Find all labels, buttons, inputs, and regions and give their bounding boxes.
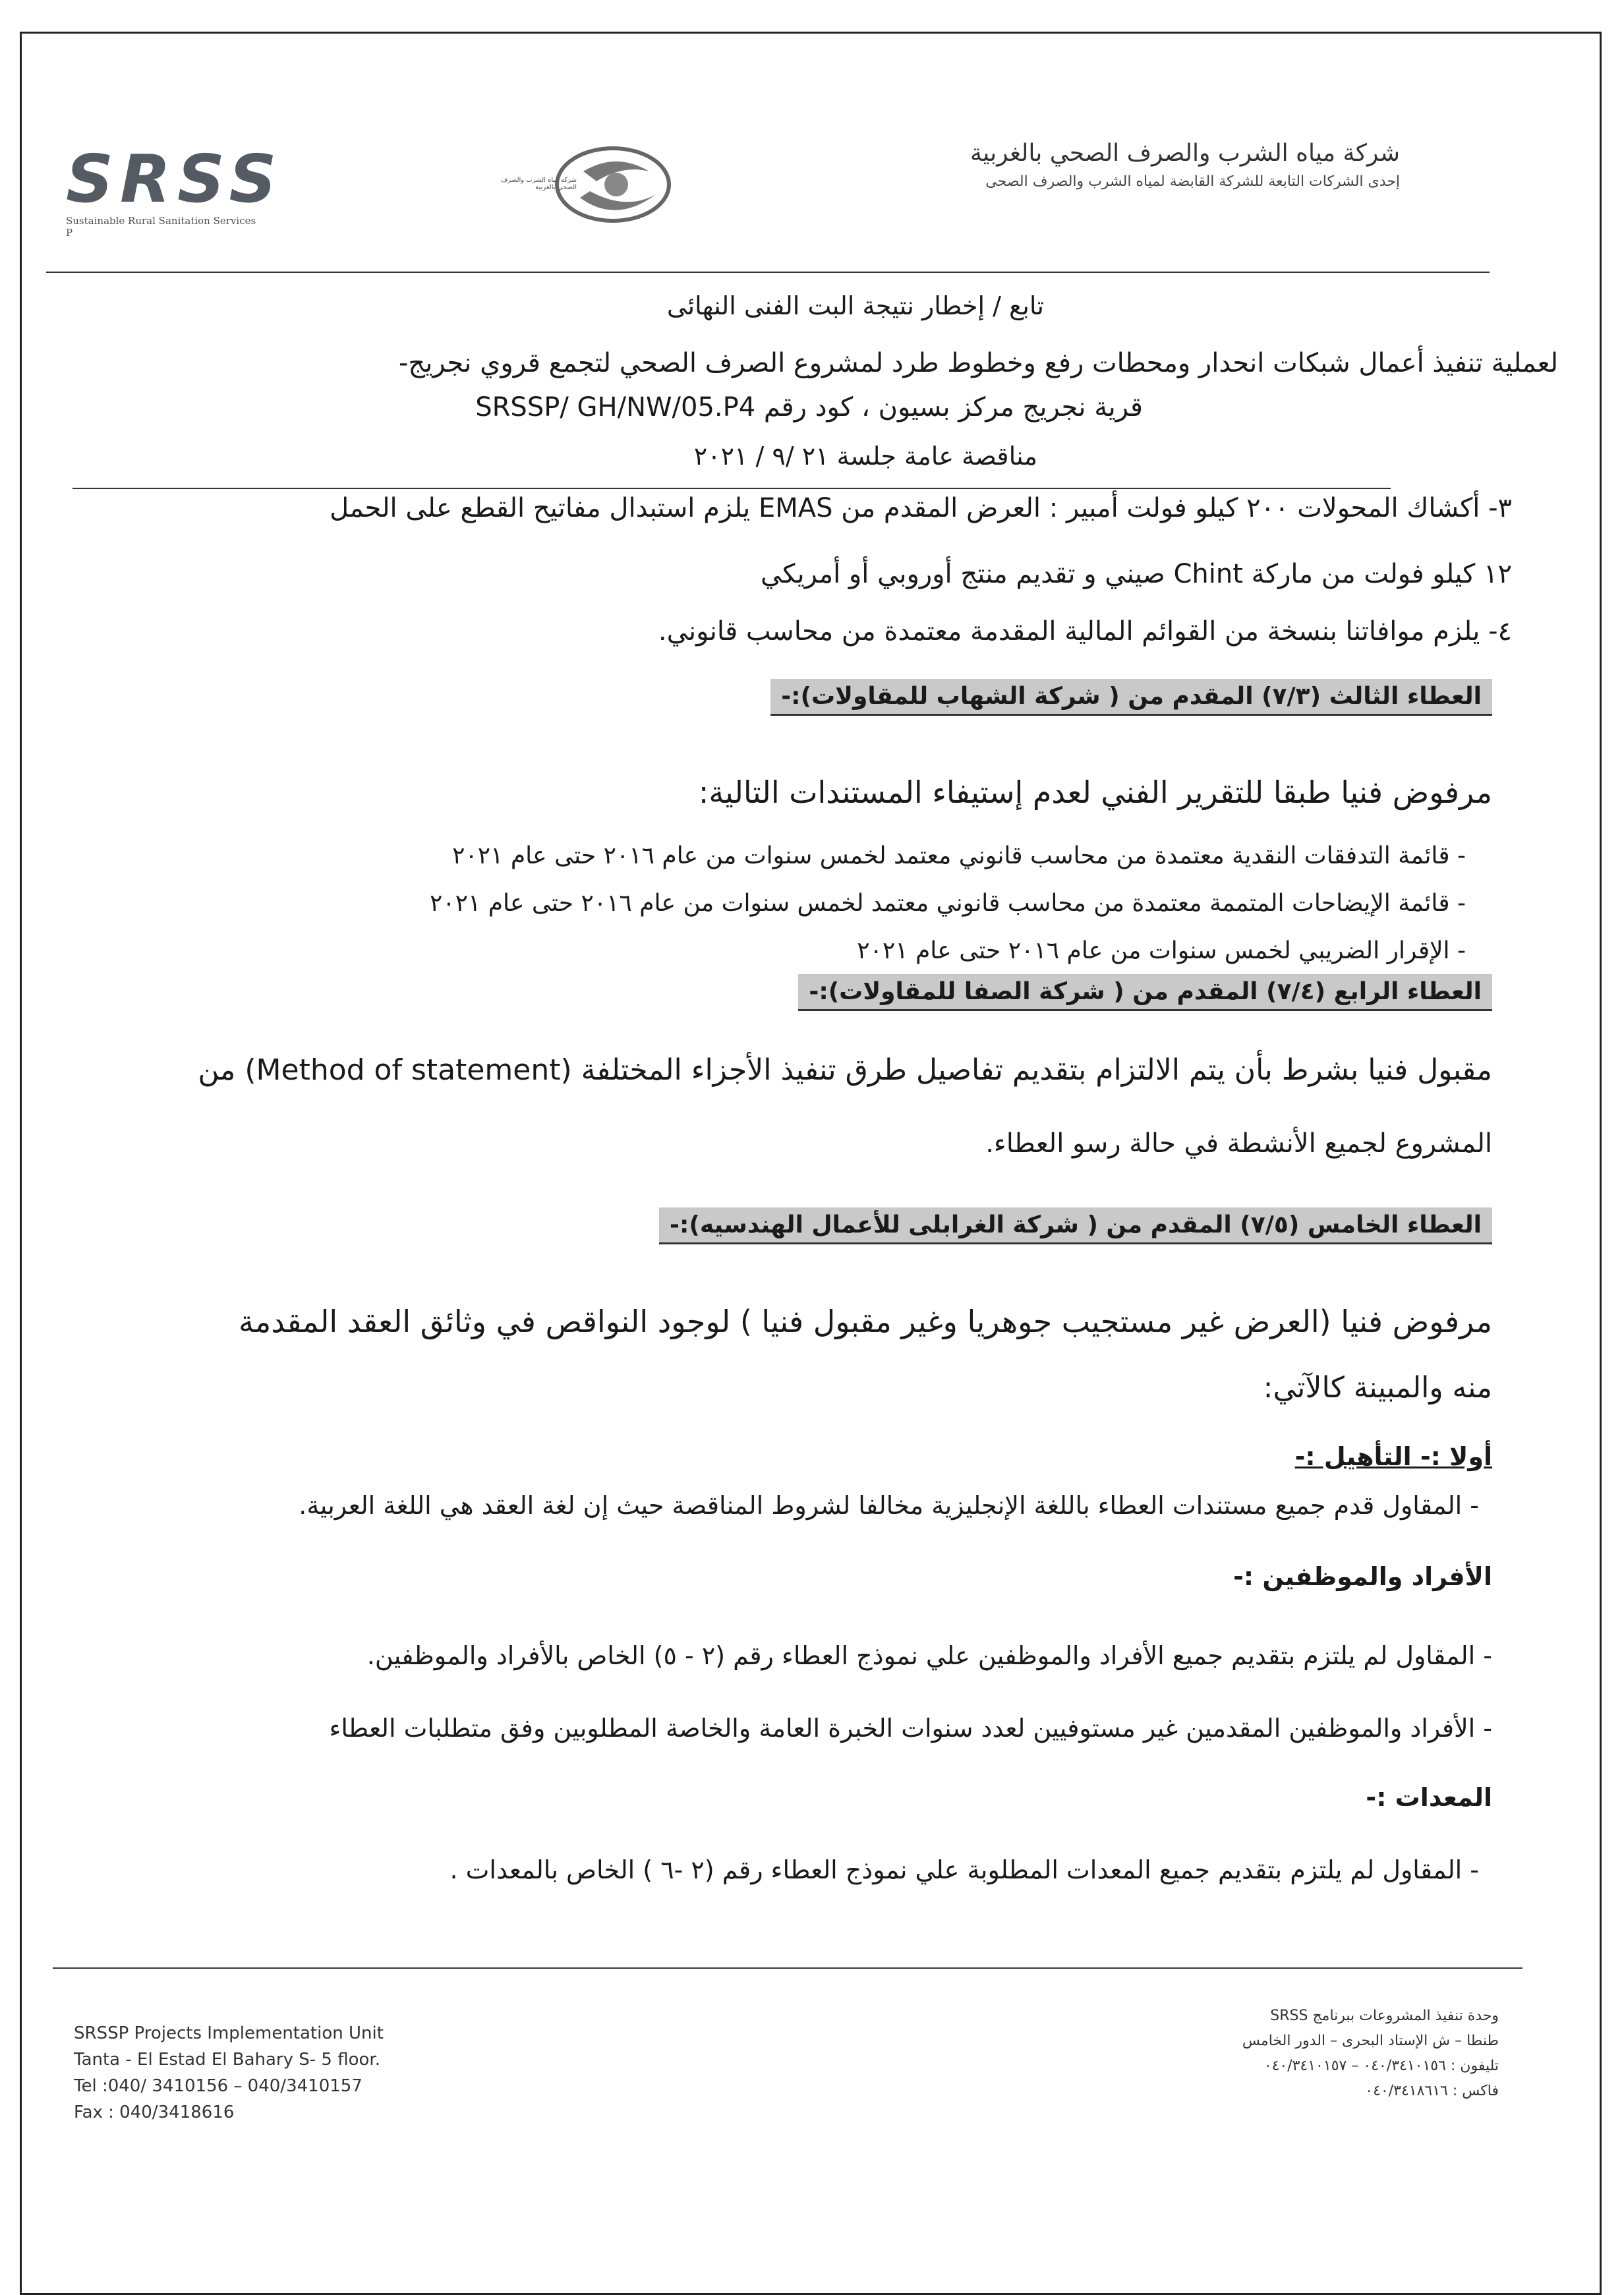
footer-line: وحدة تنفيذ المشروعات ببرنامج SRSS: [1270, 2008, 1499, 2024]
footer-divider: [53, 1967, 1522, 1969]
staff-item-2: - الأفراد والموظفين المقدمين غير مستوفيين لعدد سنوات الخبرة العامة والخاصة المطلوبين وفق متطلبات العطاء: [329, 1714, 1492, 1743]
bid-4-line-2: المشروع لجميع الأنشطة في حالة رسو العطاء.: [985, 1128, 1492, 1159]
company-header: [807, 140, 1400, 190]
staff-heading: الأفراد والموظفين :-: [1233, 1562, 1492, 1591]
footer-line: فاكس : ٠٤٠/٣٤١٨٦١٦: [1365, 2083, 1499, 2099]
bid-3-bullet: - الإقرار الضريبي لخمس سنوات من عام ٢٠١٦ حتى عام ٢٠٢١: [857, 937, 1466, 964]
title-divider: [72, 488, 1391, 489]
equipment-item: - المقاول لم يلتزم بتقديم جميع المعدات المطلوبة علي نموذج العطاء رقم (٢ -٦ ) الخاص بالمعدات .: [450, 1855, 1479, 1884]
bid-3-status: مرفوض فنيا طبقا للتقرير الفني لعدم إستيفاء المستندات التالية:: [698, 774, 1492, 810]
header-divider: [46, 272, 1490, 273]
bid-3-bullet: - قائمة التدفقات النقدية معتمدة من محاسب قانوني معتمد لخمس سنوات من عام ٢٠١٦ حتى عام ٢٠٢١: [452, 842, 1466, 869]
bid-4-heading: العطاء الرابع (٧/٤) المقدم من ( شركة الصفا للمقاولات):-: [798, 974, 1492, 1011]
project-code-line: قرية نجريج مركز بسيون ، كود رقم SRSSP/ GH/NW/05.P4: [475, 392, 1143, 422]
bid-3-bullet: - قائمة الإيضاحات المتممة معتمدة من محاسب قانوني معتمد لخمس سنوات من عام ٢٠١٦ حتى عام ٢٠٢١: [429, 890, 1466, 917]
company-name: شركة مياه الشرب والصرف الصحي بالغربية: [970, 140, 1400, 167]
footer-line: Tanta - El Estad El Bahary S- 5 floor.: [74, 2050, 380, 2070]
notice-title: تابع / إخطار نتيجة البت الفنى النهائى: [666, 291, 1044, 320]
footer-line: تليفون : ٠٤٠/٣٤١٠١٥٦ – ٠٤٠/٣٤١٠١٥٧: [1263, 2058, 1499, 2074]
footer-address-en: [74, 2020, 384, 2126]
project-line: لعملية تنفيذ أعمال شبكات انحدار ومحطات رفع وخطوط طرد لمشروع الصرف الصحي لتجمع قروي نجريج-: [398, 348, 1558, 378]
bid-5-heading: العطاء الخامس (٧/٥) المقدم من ( شركة الغرابلى للأعمال الهندسيه):-: [659, 1207, 1492, 1244]
footer-line: Tel :040/ 3410156 – 040/3410157: [74, 2076, 362, 2096]
bid-5-line-2: منه والمبينة كالآتي:: [1263, 1371, 1492, 1405]
bid-5-line-1: مرفوض فنيا (العرض غير مستجيب جوهريا وغير مقبول فنيا ) لوجود النواقص في وثائق العقد المقدمة: [239, 1304, 1492, 1339]
srss-logo-text: SRSS: [66, 140, 283, 218]
emblem-caption: شركة مياه الشرب والصرف الصحي بالغربية: [500, 177, 577, 191]
item-3-line-2: ١٢ كيلو فولت من ماركة Chint صيني و تقديم منتج أوروبي أو أمريكي: [761, 559, 1512, 589]
equipment-heading: المعدات :-: [1366, 1783, 1492, 1812]
item-3-line-1: ٣- أكشاك المحولات ٢٠٠ كيلو فولت أمبير : العرض المقدم من EMAS يلزم استبدال مفاتيح القطع على الحمل: [330, 493, 1512, 523]
company-emblem: [484, 145, 682, 231]
item-4-line-1: ٤- يلزم موافاتنا بنسخة من القوائم المالية المقدمة معتمدة من محاسب قانوني.: [658, 616, 1512, 647]
bid-3-heading: العطاء الثالث (٧/٣) المقدم من ( شركة الشهاب للمقاولات):-: [770, 679, 1492, 716]
staff-item-1: - المقاول لم يلتزم بتقديم جميع الأفراد والموظفين علي نموذج العطاء رقم (٢ - ٥) الخاص بالأفراد والموظفين.: [366, 1641, 1492, 1670]
srss-logo: [66, 140, 283, 239]
srss-logo-subtitle: Sustainable Rural Sanitation Services P: [66, 215, 256, 239]
qualification-heading: أولا :- التأهيل :-: [1294, 1442, 1492, 1471]
footer-line: طنطا – ش الإستاد البحرى – الدور الخامس: [1242, 2033, 1499, 2049]
bid-4-line-1: مقبول فنيا بشرط بأن يتم الالتزام بتقديم تفاصيل طرق تنفيذ الأجزاء المختلفة (Method of statement) من: [198, 1053, 1492, 1087]
qualification-item: - المقاول قدم جميع مستندات العطاء باللغة الإنجليزية مخالفا لشروط المناقصة حيث إن لغة العقد هي اللغة العربية.: [299, 1491, 1479, 1520]
company-subtitle: إحدى الشركات التابعة للشركة القابضة لمياه الشرب والصرف الصحى: [985, 173, 1400, 190]
footer-address-ar: [1242, 2004, 1499, 2104]
footer-line: Fax : 040/3418616: [74, 2103, 235, 2122]
tender-session-line: مناقصة عامة جلسة ٢١ /٩ / ٢٠٢١: [693, 442, 1037, 471]
footer-line: SRSSP Projects Implementation Unit: [74, 2023, 384, 2043]
